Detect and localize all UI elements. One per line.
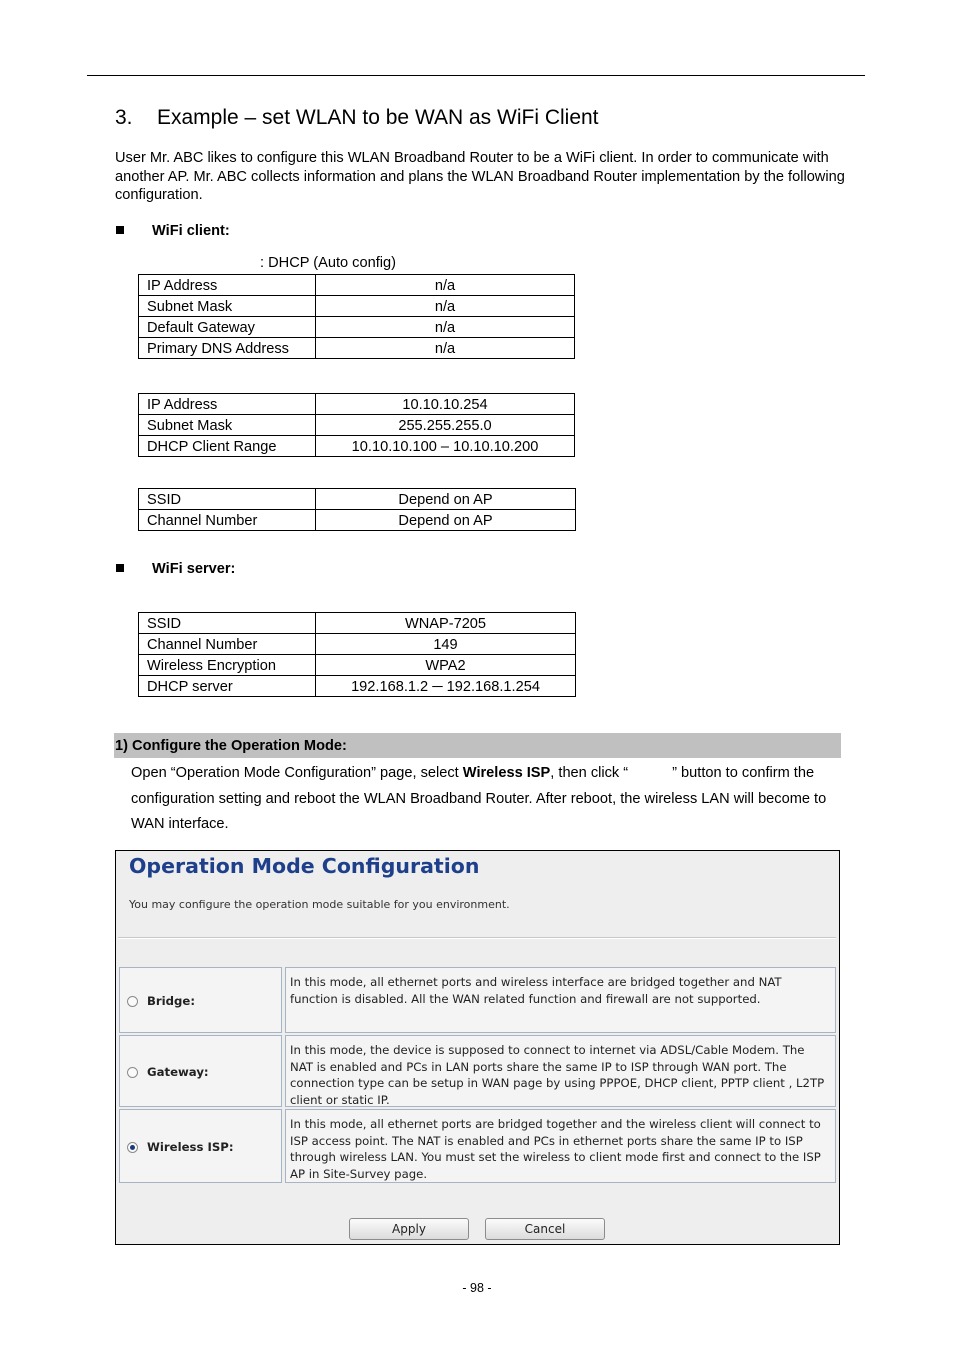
table-row (139, 275, 575, 296)
table-value-cell: Depend on AP (316, 510, 576, 531)
mode-row-gateway (119, 1035, 836, 1107)
table-label-cell: SSID (139, 489, 316, 510)
para-bold-wireless-isp: Wireless ISP (462, 765, 551, 781)
table-value-cell: 192.168.1.2 ─ 192.168.1.254 (316, 676, 576, 697)
intro-paragraph: User Mr. ABC likes to configure this WLAN Broadband Router to be a WiFi client. In order to communicate with another AP. Mr. ABC collects information and plans the WLAN Broadband Router implementation by the following configuration. (115, 150, 845, 203)
wireless-table (138, 488, 576, 531)
table-label-cell: SSID (139, 613, 316, 634)
table-label-cell: IP Address (139, 275, 316, 296)
table-row (139, 338, 575, 359)
table-value-cell: 10.10.10.254 (316, 394, 575, 415)
mode-cell-gateway (119, 1035, 282, 1107)
table-label-cell: Subnet Mask (139, 296, 316, 317)
panel-divider (118, 937, 836, 939)
table-value-cell: n/a (316, 275, 575, 296)
table-row (139, 676, 576, 697)
table-label-cell: DHCP server (139, 676, 316, 697)
section-bar: 1) Configure the Operation Mode: (114, 733, 841, 758)
table-label-cell: Channel Number (139, 510, 316, 531)
header-rule (87, 75, 865, 76)
heading-title: Example – set WLAN to be WAN as WiFi Client (157, 106, 599, 129)
table-row (139, 655, 576, 676)
table-label-cell: Wireless Encryption (139, 655, 316, 676)
bullet-wifi-client-label: WiFi client: (152, 223, 230, 239)
table-value-cell: Depend on AP (316, 489, 576, 510)
bridge-description: In this mode, all ethernet ports and wireless interface are bridged together and NAT function is disabled. All the WAN related function and firewall are not supported. (285, 967, 836, 1033)
wifi-server-table (138, 612, 576, 697)
panel-subtitle: You may configure the operation mode suitable for you environment. (129, 898, 510, 911)
table-row (139, 613, 576, 634)
table-label-cell: IP Address (139, 394, 316, 415)
para-text-1: Open “Operation Mode Configuration” page, select (131, 765, 463, 781)
apply-button[interactable]: Apply (349, 1218, 469, 1240)
section-heading (115, 106, 599, 130)
table-row (139, 510, 576, 531)
para-text-3: ” button to confirm the configuration setting and reboot the WLAN Broadband Router. After reboot, the wireless LAN will become to WAN interface. (131, 765, 827, 832)
table-row (139, 317, 575, 338)
table-row (139, 415, 575, 436)
table-row (139, 634, 576, 655)
mode-row-bridge (119, 967, 836, 1033)
cancel-button[interactable]: Cancel (485, 1218, 605, 1240)
table-value-cell: 10.10.10.100 – 10.10.10.200 (316, 436, 575, 457)
table-row (139, 436, 575, 457)
wan-table (138, 274, 575, 359)
bullet-wifi-client (116, 223, 230, 239)
table-label-cell: Subnet Mask (139, 415, 316, 436)
table-value-cell: WPA2 (316, 655, 576, 676)
lan-table (138, 393, 575, 457)
wan-caption: : DHCP (Auto config) (260, 255, 396, 271)
bullet-wifi-server (116, 561, 235, 577)
mode-cell-bridge (119, 967, 282, 1033)
table-value-cell: n/a (316, 296, 575, 317)
table-label-cell: Channel Number (139, 634, 316, 655)
gateway-radio[interactable] (127, 1067, 138, 1078)
table-value-cell: 149 (316, 634, 576, 655)
table-label-cell: DHCP Client Range (139, 436, 316, 457)
wireless-isp-label: Wireless ISP: (147, 1140, 234, 1154)
bridge-radio[interactable] (127, 996, 138, 1007)
operation-mode-screenshot (115, 850, 840, 1245)
wireless-isp-description: In this mode, all ethernet ports are bridged together and the wireless client will connect to ISP access point. The NAT is enabled and PCs in ethernet ports share the same IP to ISP through wireless LAN. You must set the wireless to client mode first and connect to the ISP AP in Site-Survey page. (285, 1109, 836, 1183)
table-value-cell: n/a (316, 317, 575, 338)
mode-row-wireless-isp (119, 1109, 836, 1183)
wireless-isp-radio[interactable] (127, 1142, 138, 1153)
bullet-square-icon (116, 226, 124, 234)
page-number: - 98 - (462, 1281, 492, 1295)
panel-title: Operation Mode Configuration (129, 854, 480, 878)
mode-cell-wireless-isp (119, 1109, 282, 1183)
gateway-description: In this mode, the device is supposed to connect to internet via ADSL/Cable Modem. The NAT is enabled and PCs in LAN ports share the same IP to ISP through WAN port. The connection type can be setup in WAN page by using PPPOE, DHCP client, PPTP client , L2TP client or static IP. (285, 1035, 836, 1107)
table-row (139, 489, 576, 510)
table-label-cell: Default Gateway (139, 317, 316, 338)
bullet-square-icon (116, 564, 124, 572)
table-label-cell: Primary DNS Address (139, 338, 316, 359)
bullet-wifi-server-label: WiFi server: (152, 561, 236, 577)
table-value-cell: WNAP-7205 (316, 613, 576, 634)
bridge-label: Bridge: (147, 994, 196, 1008)
table-value-cell: 255.255.255.0 (316, 415, 575, 436)
table-row (139, 296, 575, 317)
table-row (139, 394, 575, 415)
table-value-cell: n/a (316, 338, 575, 359)
para-text-2: , then click “ (550, 765, 629, 781)
heading-number: 3. (115, 106, 133, 129)
instruction-paragraph (131, 761, 846, 838)
gateway-label: Gateway: (147, 1065, 209, 1079)
